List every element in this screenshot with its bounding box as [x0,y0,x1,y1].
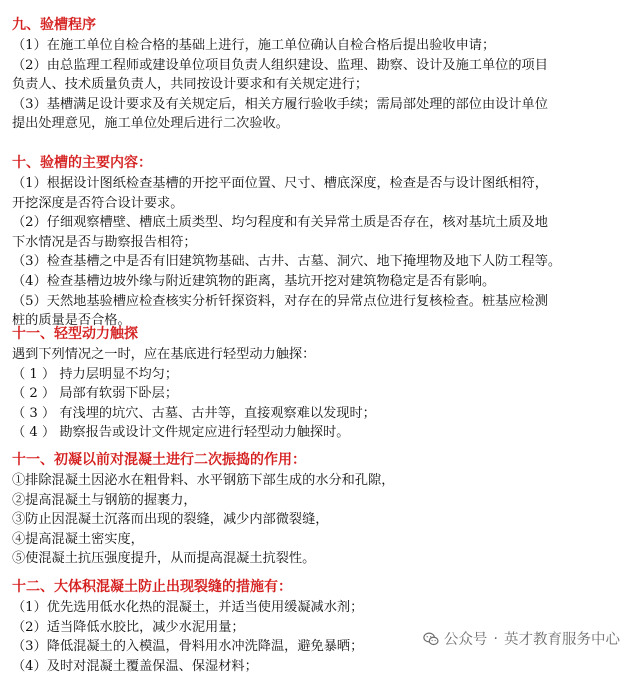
paragraph-line: （5）天然地基验槽应检查核实分析钎探资料，对存在的异常点位进行复核检查。桩基应检测 [12,293,548,309]
paragraph-line: （ 3 ） 有浅埋的坑穴、古墓、古井等，直接观察难以发现时； [12,405,376,421]
section-title: 十一、初凝以前对混凝土进行二次振捣的作用： [12,452,306,468]
paragraph-line: （3）基槽满足设计要求及有关规定后，相关方履行验收手续；需局部处理的部位由设计单位 [12,96,548,112]
section-title: 十二、大体积混凝土防止出现裂缝的措施有： [12,579,292,595]
section-title: 十、验槽的主要内容： [12,155,152,171]
paragraph-line: ③防止因混凝土沉落而出现的裂缝，减少内部微裂缝， [12,512,329,528]
paragraph-line: ⑤使混凝土抗压强度提升，从而提高混凝土抗裂性。 [12,551,316,567]
paragraph-line: （ 1 ） 持力层明显不均匀； [12,366,179,382]
section-secondary-vibration [0,450,394,569]
section-mass-concrete-crack-prevention [0,577,363,676]
paragraph-line: 遇到下列情况之一时，应在基底进行轻型动力触探： [12,347,316,362]
section-inspection-procedure [0,15,548,134]
paragraph-line: （ 4 ） 勘察报告或设计文件规定应进行轻型动力触探时。 [12,425,350,441]
watermark-account: 英才教育服务中心 [504,632,620,648]
paragraph-line: （4）及时对混凝土覆盖保温、保湿材料； [12,658,258,674]
section-title: 九、验槽程序 [12,17,96,33]
watermark-separator: · [493,630,498,647]
section-light-dynamic-penetration [0,324,376,443]
paragraph-line: ①排除混凝土因泌水在粗骨料、水平钢筋下部生成的水分和孔隙， [12,473,395,488]
paragraph-line: ④提高混凝土密实度， [12,531,144,547]
paragraph-line: （2）适当降低水胶比，减少水泥用量； [12,619,245,635]
paragraph-line: （2）仔细观察槽壁、槽底土质类型、均匀程度和有关异常土质是否存在，核对基坑土质及地 [12,215,548,231]
wechat-icon [422,630,440,648]
section-title: 十一、轻型动力触探 [12,326,138,342]
paragraph-line: （1）优先选用低水化热的混凝土，并适当使用缓凝减水剂； [12,600,364,615]
watermark [418,626,624,651]
paragraph-line: （2）由总监理工程师或建设单位项目负责人组织建设、监理、勘察、设计及施工单位的项目 [12,57,548,73]
paragraph-line: 下水情况是否与勘察报告相符； [12,234,197,250]
paragraph-line: （4）检查基槽边坡外缘与附近建筑物的距离，基坑开挖对建筑物稳定是否有影响。 [12,273,496,289]
section-inspection-contents [0,153,561,331]
paragraph-line: （3）检查基槽之中是否有旧建筑物基础、古井、古墓、洞穴、地下掩埋物及地下人防工程等。 [12,254,562,270]
paragraph-line: （3）降低混凝土的入模温，骨料用水冲洗降温，避免暴晒； [12,639,364,655]
paragraph-line: 桩的质量是否合格。 [12,313,131,329]
paragraph-line: （1）根据设计图纸检查基槽的开挖平面位置、尺寸、槽底深度，检查是否与设计图纸相符， [12,176,548,191]
watermark-platform: 公众号 [443,632,488,648]
paragraph-line: 提出处理意见，施工单位处理后进行二次验收。 [12,116,289,132]
paragraph-line: （1）在施工单位自检合格的基础上进行，施工单位确认自检合格后提出验收申请； [12,38,496,53]
paragraph-line: 开挖深度是否符合设计要求。 [12,195,184,211]
paragraph-line: （ 2 ） 局部有软弱下卧层； [12,386,179,402]
paragraph-line: ②提高混凝土与钢筋的握裹力， [12,492,197,508]
paragraph-line: 负责人、技术质量负责人，共同按设计要求和有关规定进行； [12,77,369,93]
